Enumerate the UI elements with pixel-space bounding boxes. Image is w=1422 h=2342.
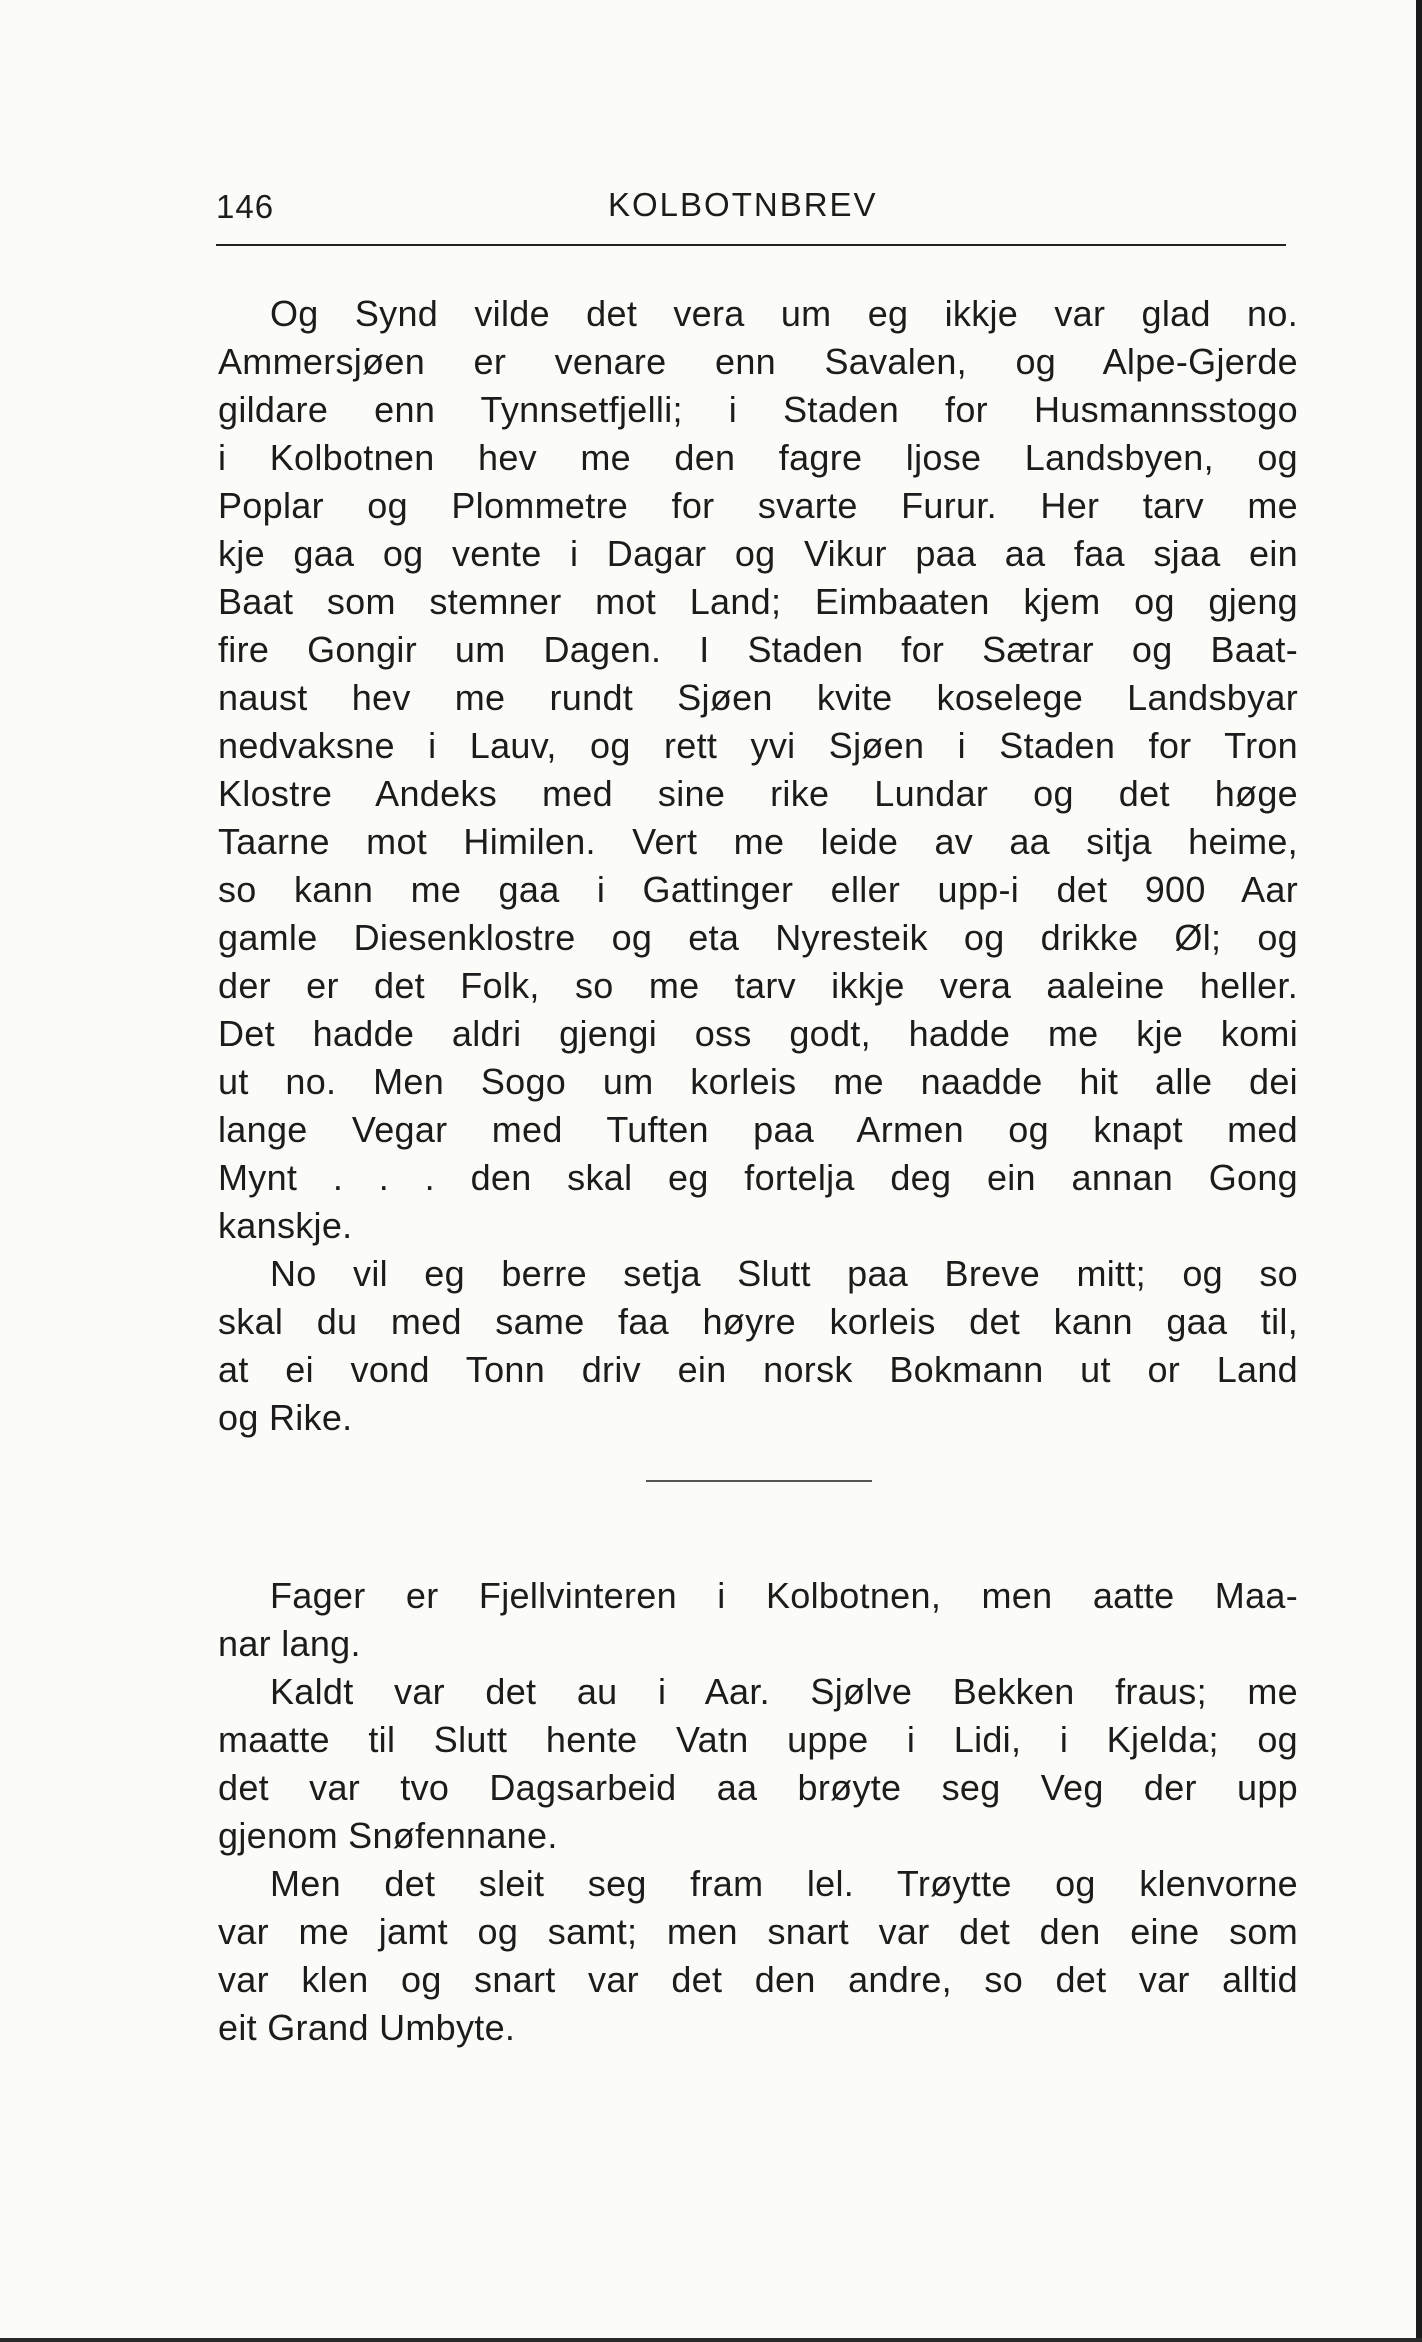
text-line: skal du med same faa høyre korleis det kann gaa til, bbox=[218, 1301, 1298, 1342]
text-line: Taarne mot Himilen. Vert me leide av aa sitja heime, bbox=[218, 821, 1298, 862]
text-line: Ammersjøen er venare enn Savalen, og Alpe-Gjerde bbox=[218, 341, 1298, 382]
text-line: kje gaa og vente i Dagar og Vikur paa aa faa sjaa ein bbox=[218, 533, 1298, 574]
text-line: naust hev me rundt Sjøen kvite koselege Landsbyar bbox=[218, 677, 1298, 718]
text-line: og Rike. bbox=[218, 1397, 353, 1438]
text-line: var klen og snart var det den andre, so det var alltid bbox=[218, 1959, 1298, 2000]
text-line: var me jamt og samt; men snart var det den eine som bbox=[218, 1911, 1298, 1952]
page-bottom-edge bbox=[0, 2338, 1422, 2342]
text-line: Mynt . . . den skal eg fortelja deg ein annan Gong bbox=[218, 1157, 1298, 1198]
text-line: nar lang. bbox=[218, 1623, 361, 1664]
text-line: gjenom Snøfennane. bbox=[218, 1815, 558, 1856]
text-line: No vil eg berre setja Slutt paa Breve mitt; og so bbox=[270, 1253, 1298, 1294]
text-line: Klostre Andeks med sine rike Lundar og det høge bbox=[218, 773, 1298, 814]
text-line: fire Gongir um Dagen. I Staden for Sætrar og Baat- bbox=[218, 629, 1298, 670]
text-line: det var tvo Dagsarbeid aa brøyte seg Veg der upp bbox=[218, 1767, 1298, 1808]
text-line: Baat som stemner mot Land; Eimbaaten kjem og gjeng bbox=[218, 581, 1298, 622]
text-line: lange Vegar med Tuften paa Armen og knapt med bbox=[218, 1109, 1298, 1150]
text-line: so kann me gaa i Gattinger eller upp-i det 900 Aar bbox=[218, 869, 1298, 910]
text-line: Det hadde aldri gjengi oss godt, hadde me kje komi bbox=[218, 1013, 1298, 1054]
section-divider bbox=[646, 1480, 872, 1482]
page-header bbox=[216, 178, 1286, 246]
text-line: maatte til Slutt hente Vatn uppe i Lidi, i Kjelda; og bbox=[218, 1719, 1298, 1760]
text-line: i Kolbotnen hev me den fagre ljose Landsbyen, og bbox=[218, 437, 1298, 478]
text-line: gamle Diesenklostre og eta Nyresteik og drikke Øl; og bbox=[218, 917, 1298, 958]
text-line: ut no. Men Sogo um korleis me naadde hit alle dei bbox=[218, 1061, 1298, 1102]
text-line: gildare enn Tynnsetfjelli; i Staden for Husmannsstogo bbox=[218, 389, 1298, 430]
text-line: Kaldt var det au i Aar. Sjølve Bekken fraus; me bbox=[270, 1671, 1298, 1712]
text-line: nedvaksne i Lauv, og rett yvi Sjøen i Staden for Tron bbox=[218, 725, 1298, 766]
text-line: eit Grand Umbyte. bbox=[218, 2007, 516, 2048]
running-head: KOLBOTNBREV bbox=[608, 186, 878, 223]
text-line: Og Synd vilde det vera um eg ikkje var glad no. bbox=[270, 293, 1298, 334]
text-line: der er det Folk, so me tarv ikkje vera aaleine heller. bbox=[218, 965, 1298, 1006]
text-line: at ei vond Tonn driv ein norsk Bokmann ut or Land bbox=[218, 1349, 1298, 1390]
page-number: 146 bbox=[216, 188, 275, 225]
text-line: Fager er Fjellvinteren i Kolbotnen, men aatte Maa- bbox=[270, 1575, 1298, 1616]
text-line: Poplar og Plommetre for svarte Furur. Her tarv me bbox=[218, 485, 1298, 526]
text-line: kanskje. bbox=[218, 1205, 353, 1246]
page-edge-shadow bbox=[1416, 0, 1422, 2342]
text-line: Men det sleit seg fram lel. Trøytte og klenvorne bbox=[270, 1863, 1298, 1904]
